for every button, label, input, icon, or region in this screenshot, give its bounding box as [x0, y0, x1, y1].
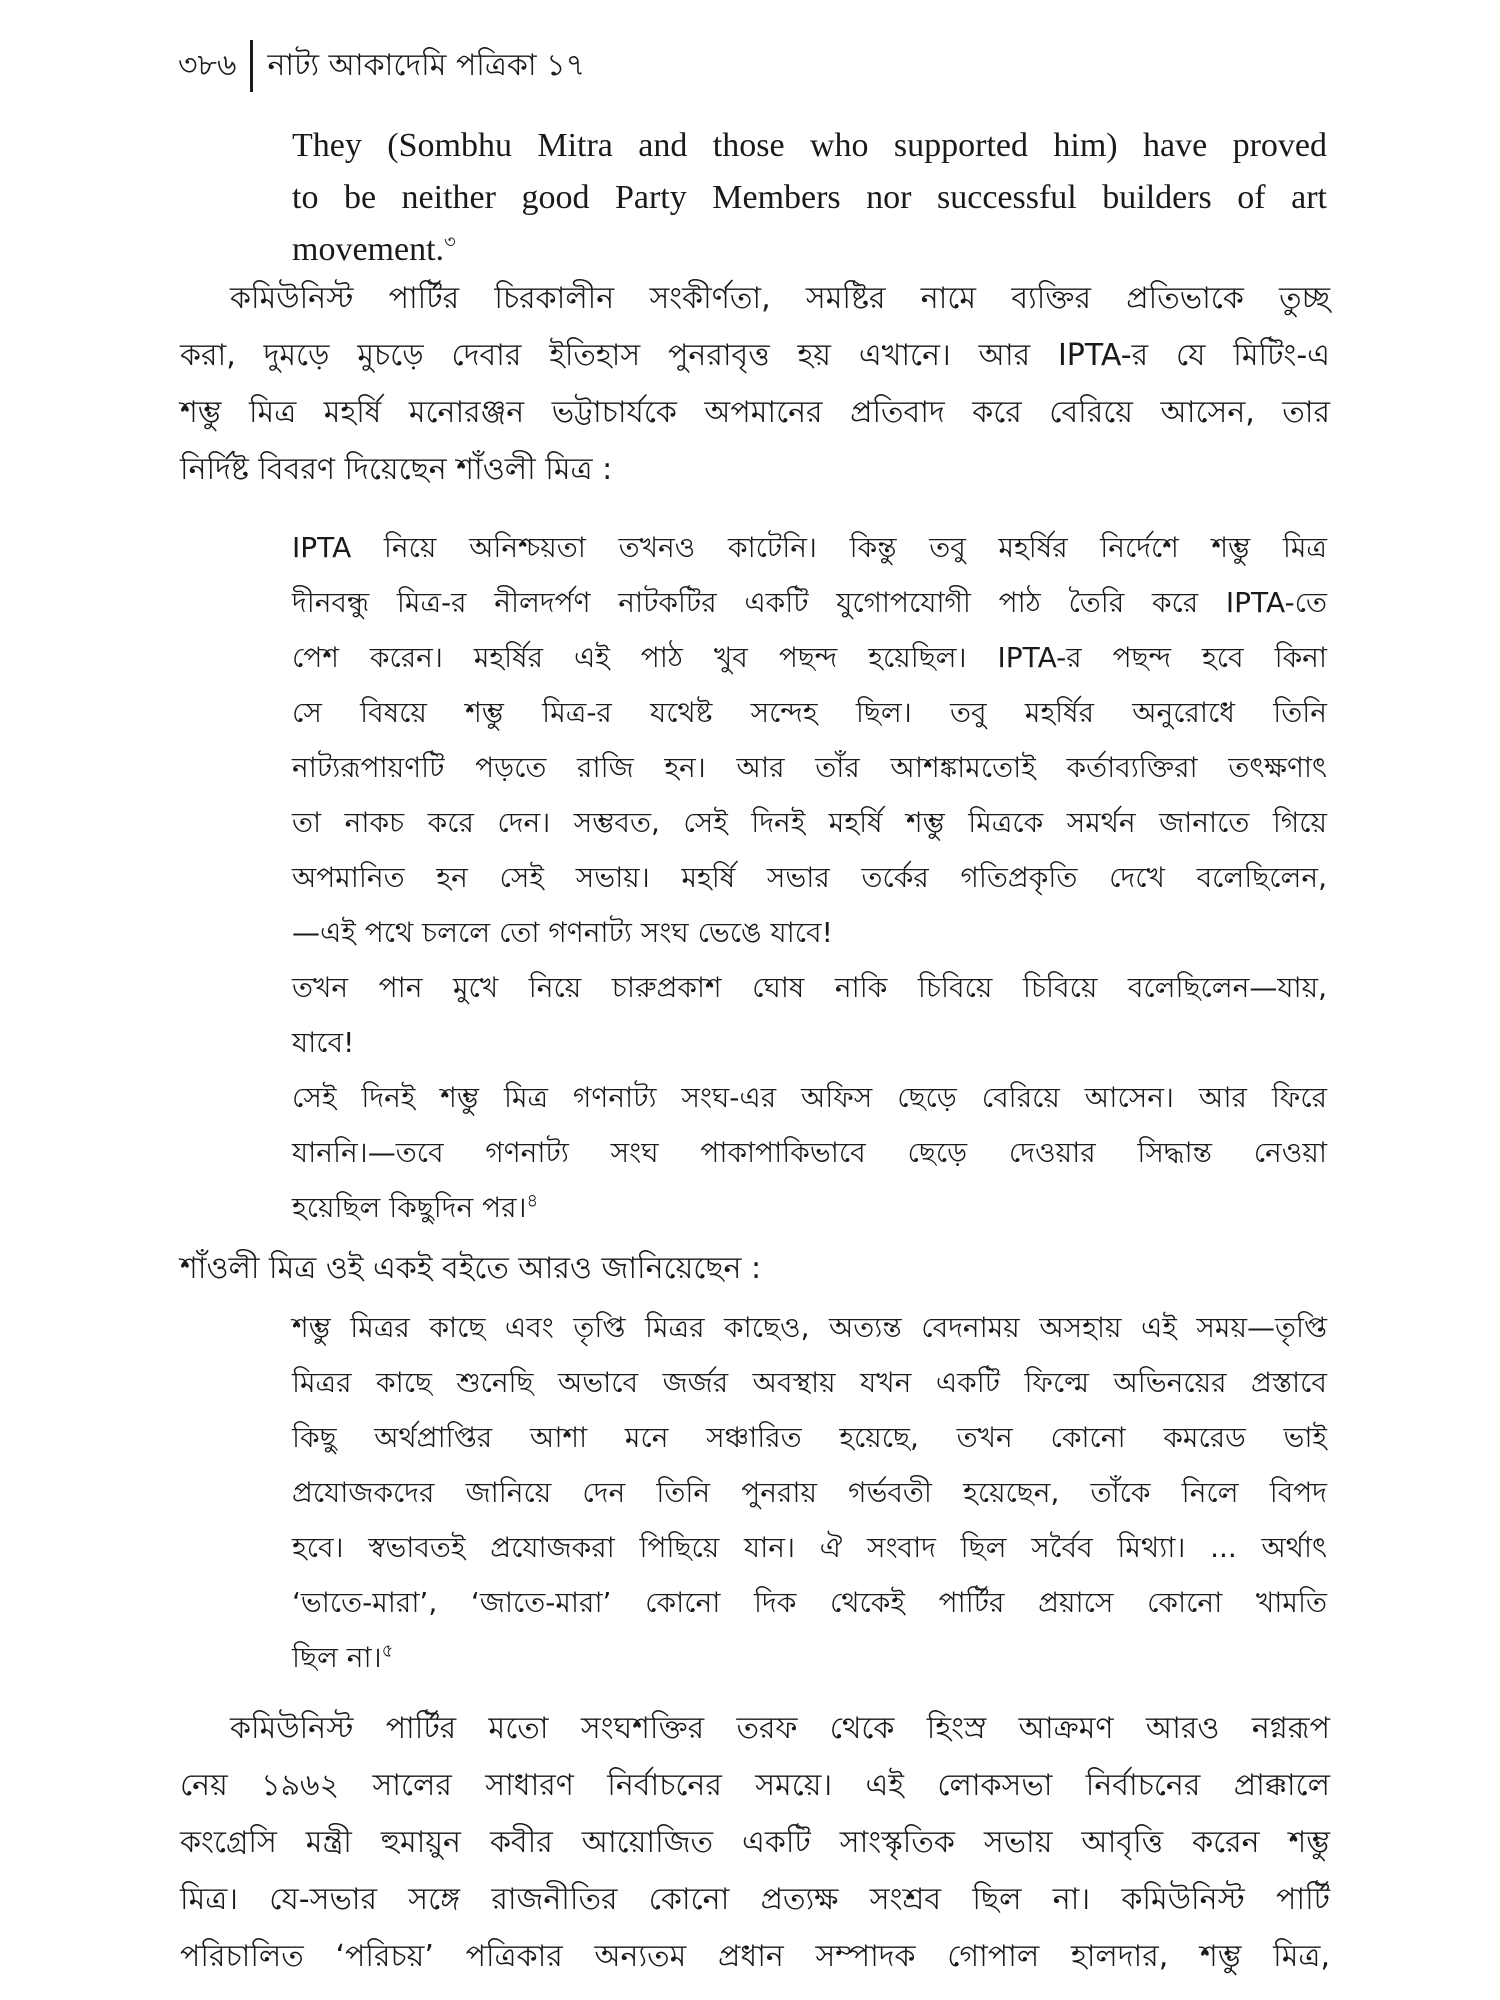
quote-line: দীনবন্ধু মিত্র-র নীলদর্পণ নাটকটির একটি যুগোপযোগী পাঠ তৈরি করে IPTA-তে [292, 586, 1327, 619]
paragraph-line: নেয় ১৯৬২ সালের সাধারণ নির্বাচনের সময়ে। এই লোকসভা নির্বাচনের প্রাক্কালে [180, 1768, 1330, 1803]
quote-line: প্রযোজকদের জানিয়ে দেন তিনি পুনরায় গর্ভবতী হয়েছেন, তাঁকে নিলে বিপদ [292, 1476, 1327, 1509]
block-quote-2 [292, 1300, 1327, 1685]
quote-line: যাবে! [292, 1026, 355, 1059]
paragraph-line: নির্দিষ্ট বিবরণ দিয়েছেন শাঁওলী মিত্র : [180, 452, 613, 487]
quote-line: হয়েছিল কিছুদিন পর।$^৪$ [292, 1190, 539, 1224]
quote-line: পেশ করেন। মহর্ষির এই পাঠ খুব পছন্দ হয়েছিল। IPTA-র পছন্দ হবে কিনা [292, 641, 1327, 674]
journal-title: নাট্য আকাদেমি পত্রিকা ১৭ [267, 47, 586, 83]
paragraph-line: কমিউনিস্ট পার্টির চিরকালীন সংকীর্ণতা, সমষ্টির নামে ব্যক্তির প্রতিভাকে তুচ্ছ [230, 281, 1330, 316]
quote-line: মিত্রর কাছে শুনেছি অভাবে জর্জর অবস্থায় যখন একটি ফিল্মে অভিনয়ের প্রস্তাবে [292, 1366, 1327, 1399]
quote-line: শম্ভু মিত্রর কাছে এবং তৃপ্তি মিত্রর কাছেও, অত্যন্ত বেদনাময় অসহায় এই সময়—তৃপ্তি [292, 1311, 1327, 1344]
quote-line: তা নাকচ করে দেন। সম্ভবত, সেই দিনই মহর্ষি শম্ভু মিত্রকে সমর্থন জানাতে গিয়ে [292, 806, 1327, 839]
quote-line: তখন পান মুখে নিয়ে চারুপ্রকাশ ঘোষ নাকি চিবিয়ে চিবিয়ে বলেছিলেন—যায়, [292, 971, 1327, 1004]
quote-line: They (Sombhu Mitra and those who supported him) have proved [292, 127, 1327, 164]
running-header [178, 40, 585, 92]
footnote-marker: ৫ [381, 1640, 394, 1662]
block-quote-1 [292, 520, 1327, 1235]
quote-line: অপমানিত হন সেই সভায়। মহর্ষি সভার তর্কের গতিপ্রকৃতি দেখে বলেছিলেন, [292, 861, 1327, 894]
quote-line: ছিল না।$^৫$ [292, 1640, 394, 1674]
quote-line: to be neither good Party Members nor successful builders of art [292, 179, 1327, 216]
header-divider [250, 40, 253, 92]
quote-line: movement.$^৩$ [292, 231, 456, 268]
paragraph-line: করা, দুমড়ে মুচড়ে দেবার ইতিহাস পুনরাবৃত্ত হয় এখানে। আর IPTA-র যে মিটিং-এ [180, 338, 1330, 373]
paragraph-line: শাঁওলী মিত্র ওই একই বইতে আরও জানিয়েছেন : [180, 1251, 762, 1286]
footnote-marker: ৩ [444, 231, 456, 252]
quote-line: নাট্যরূপায়ণটি পড়তে রাজি হন। আর তাঁর আশঙ্কামতোই কর্তাব্যক্তিরা তৎক্ষণাৎ [292, 751, 1327, 784]
quote-line: IPTA নিয়ে অনিশ্চয়তা তখনও কাটেনি। কিন্তু তবু মহর্ষির নির্দেশে শম্ভু মিত্র [292, 531, 1327, 564]
english-block-quote [292, 120, 1327, 276]
quote-line: সেই দিনই শম্ভু মিত্র গণনাট্য সংঘ-এর অফিস ছেড়ে বেরিয়ে আসেন। আর ফিরে [292, 1081, 1327, 1114]
paragraph-line: কংগ্রেসি মন্ত্রী হুমায়ুন কবীর আয়োজিত একটি সাংস্কৃতিক সভায় আবৃত্তি করেন শম্ভু [180, 1825, 1330, 1860]
paragraph-line: মিত্র। যে-সভার সঙ্গে রাজনীতির কোনো প্রত্যক্ষ সংশ্রব ছিল না। কমিউনিস্ট পার্টি [180, 1882, 1330, 1917]
body-paragraph-3 [180, 1700, 1330, 1985]
quote-line: হবে। স্বভাবতই প্রযোজকরা পিছিয়ে যান। ঐ সংবাদ ছিল সর্বৈব মিথ্যা। ... অর্থাৎ [292, 1531, 1327, 1564]
paragraph-line: কমিউনিস্ট পার্টির মতো সংঘশক্তির তরফ থেকে হিংস্র আক্রমণ আরও নগ্নরূপ [230, 1711, 1330, 1746]
quote-line: কিছু অর্থপ্রাপ্তির আশা মনে সঞ্চারিত হয়েছে, তখন কোনো কমরেড ভাই [292, 1421, 1327, 1454]
paragraph-line: পরিচালিত ‘পরিচয়’ পত্রিকার অন্যতম প্রধান সম্পাদক গোপাল হালদার, শম্ভু মিত্র, [180, 1939, 1330, 1974]
page-number: ৩৮৬ [178, 47, 237, 83]
footnote-marker: ৪ [526, 1190, 539, 1212]
paragraph-line: শম্ভু মিত্র মহর্ষি মনোরঞ্জন ভট্টাচার্যকে অপমানের প্রতিবাদ করে বেরিয়ে আসেন, তার [180, 395, 1330, 430]
quote-line: ‘ভাতে-মারা’, ‘জাতে-মারা’ কোনো দিক থেকেই পার্টির প্রয়াসে কোনো খামতি [292, 1586, 1327, 1619]
body-paragraph-1 [180, 270, 1330, 498]
body-paragraph-2 [180, 1240, 1330, 1297]
quote-line: যাননি।—তবে গণনাট্য সংঘ পাকাপাকিভাবে ছেড়ে দেওয়ার সিদ্ধান্ত নেওয়া [292, 1136, 1327, 1169]
quote-line: —এই পথে চললে তো গণনাট্য সংঘ ভেঙে যাবে! [292, 916, 833, 949]
quote-line: সে বিষয়ে শম্ভু মিত্র-র যথেষ্ট সন্দেহ ছিল। তবু মহর্ষির অনুরোধে তিনি [292, 696, 1327, 729]
